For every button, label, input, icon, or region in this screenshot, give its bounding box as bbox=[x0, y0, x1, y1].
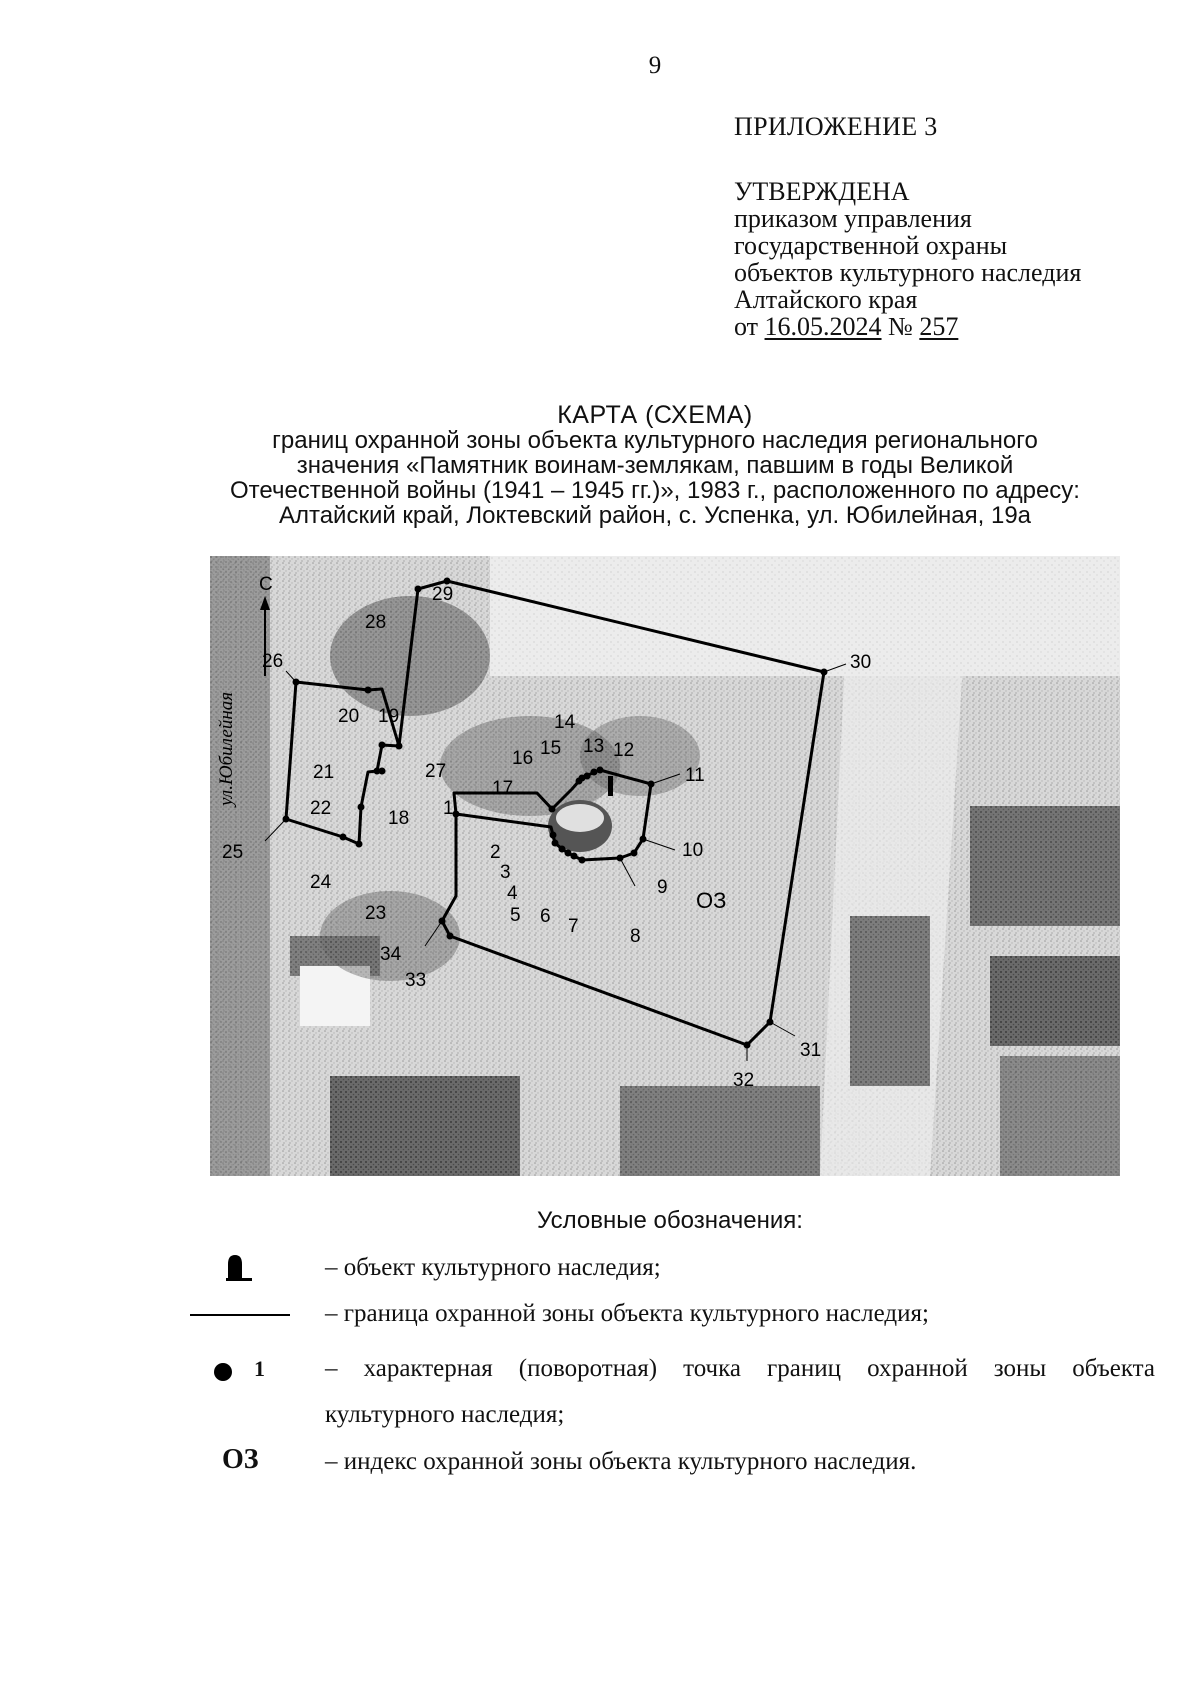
approval-date: 16.05.2024 bbox=[764, 312, 882, 341]
turning-point bbox=[565, 850, 572, 857]
building bbox=[1000, 1056, 1120, 1176]
turning-point bbox=[374, 768, 381, 775]
map-title bbox=[180, 403, 1130, 528]
legend-item: – характерная (поворотная) точка границ охранной зоны объекта bbox=[325, 1355, 1155, 1382]
point-label: 33 bbox=[405, 970, 427, 991]
monument-marker bbox=[608, 776, 613, 796]
point-label: 15 bbox=[540, 738, 562, 759]
zone-index-symbol: ОЗ bbox=[222, 1444, 259, 1475]
monument-icon bbox=[224, 1252, 254, 1282]
turning-point bbox=[365, 687, 372, 694]
tree-cluster bbox=[320, 891, 460, 981]
approval-line: приказом управления bbox=[734, 204, 972, 233]
building bbox=[990, 956, 1120, 1046]
turning-point bbox=[552, 840, 559, 847]
point-label: 25 bbox=[222, 842, 244, 863]
approval-block bbox=[734, 178, 1081, 340]
point-label: 17 bbox=[492, 778, 514, 799]
approval-heading: УТВЕРЖДЕНА bbox=[734, 177, 910, 206]
approval-line: Алтайского края bbox=[734, 285, 918, 314]
turning-point bbox=[358, 804, 365, 811]
point-label: 28 bbox=[365, 612, 387, 633]
page-number: 9 bbox=[648, 52, 662, 79]
boundary-line-symbol bbox=[190, 1314, 290, 1316]
building bbox=[620, 1086, 820, 1176]
turning-point bbox=[447, 933, 454, 940]
turning-point bbox=[579, 857, 586, 864]
point-label: 2 bbox=[490, 842, 501, 863]
turning-point bbox=[631, 850, 638, 857]
point-label: 1 bbox=[443, 798, 454, 819]
point-label: 12 bbox=[613, 740, 635, 761]
turning-point bbox=[576, 778, 583, 785]
building bbox=[330, 1076, 520, 1176]
point-label: 8 bbox=[630, 926, 641, 947]
point-label: 23 bbox=[365, 903, 387, 924]
point-label: 13 bbox=[583, 736, 605, 757]
field-area bbox=[490, 556, 1120, 676]
title-line: КАРТА (СХЕМА) bbox=[557, 401, 753, 429]
north-label: С bbox=[259, 574, 273, 595]
title-line: границ охранной зоны объекта культурного наследия регионального bbox=[272, 427, 1038, 454]
title-line: Алтайский край, Локтевский район, с. Успенка, ул. Юбилейная, 19а bbox=[278, 502, 1032, 529]
point-label: 34 bbox=[380, 944, 402, 965]
point-label: 3 bbox=[500, 862, 511, 883]
title-line: Отечественной войны (1941 – 1945 гг.)», 1983 г., расположенного по адресу: bbox=[230, 477, 1080, 504]
monument-top bbox=[556, 804, 604, 832]
point-label: 24 bbox=[310, 872, 332, 893]
point-label: 4 bbox=[507, 883, 518, 904]
point-label: 21 bbox=[313, 762, 335, 783]
turning-point bbox=[549, 806, 556, 813]
approval-line: объектов культурного наследия bbox=[734, 258, 1082, 287]
turning-point bbox=[597, 767, 604, 774]
turning-point-symbol-label: 1 bbox=[254, 1356, 265, 1381]
building bbox=[970, 806, 1120, 926]
approval-line: государственной охраны bbox=[734, 231, 1008, 260]
turning-point bbox=[356, 841, 363, 848]
building bbox=[850, 916, 930, 1086]
legend-item-continuation: культурного наследия; bbox=[325, 1401, 565, 1428]
point-label: 19 bbox=[378, 706, 400, 727]
turning-point bbox=[379, 742, 386, 749]
turning-point-symbol bbox=[214, 1363, 232, 1381]
turning-point bbox=[591, 769, 598, 776]
point-label: 14 bbox=[554, 712, 576, 733]
turning-point bbox=[550, 832, 557, 839]
number-sign: № bbox=[888, 312, 913, 341]
legend-item: – индекс охранной зоны объекта культурного наследия. bbox=[325, 1448, 917, 1475]
zone-label: ОЗ bbox=[696, 888, 727, 913]
turning-point bbox=[340, 834, 347, 841]
point-label: 7 bbox=[568, 916, 579, 937]
point-label: 26 bbox=[262, 651, 284, 672]
approval-date-line bbox=[734, 313, 1081, 340]
legend-item: – объект культурного наследия; bbox=[325, 1254, 661, 1281]
point-label: 5 bbox=[510, 905, 521, 926]
point-label: 22 bbox=[310, 798, 332, 819]
street-label: ул.Юбилейная bbox=[216, 691, 237, 806]
left-strip bbox=[210, 556, 270, 1176]
legend-title: Условные обозначения: bbox=[537, 1207, 803, 1234]
point-label: 27 bbox=[425, 761, 447, 782]
appendix-heading: ПРИЛОЖЕНИЕ 3 bbox=[734, 112, 938, 141]
point-label: 29 bbox=[432, 584, 454, 605]
point-label: 16 bbox=[512, 748, 534, 769]
point-label: 32 bbox=[733, 1070, 755, 1091]
turning-point bbox=[571, 853, 578, 860]
turning-point bbox=[415, 586, 422, 593]
date-prefix: от bbox=[734, 312, 759, 341]
turning-point bbox=[559, 846, 566, 853]
point-label: 10 bbox=[682, 840, 704, 861]
approval-number: 257 bbox=[919, 312, 959, 341]
aerial-map bbox=[210, 556, 1120, 1176]
point-label: 18 bbox=[388, 808, 410, 829]
point-label: 9 bbox=[657, 877, 668, 898]
point-label: 20 bbox=[338, 706, 360, 727]
point-label: 31 bbox=[800, 1040, 822, 1061]
point-label: 30 bbox=[850, 652, 872, 673]
turning-point bbox=[396, 743, 403, 750]
point-label: 11 bbox=[685, 765, 705, 786]
point-label: 6 bbox=[540, 906, 551, 927]
title-line: значения «Памятник воинам-землякам, павшим в годы Великой bbox=[296, 452, 1014, 479]
legend-item: – граница охранной зоны объекта культурного наследия; bbox=[325, 1300, 929, 1327]
